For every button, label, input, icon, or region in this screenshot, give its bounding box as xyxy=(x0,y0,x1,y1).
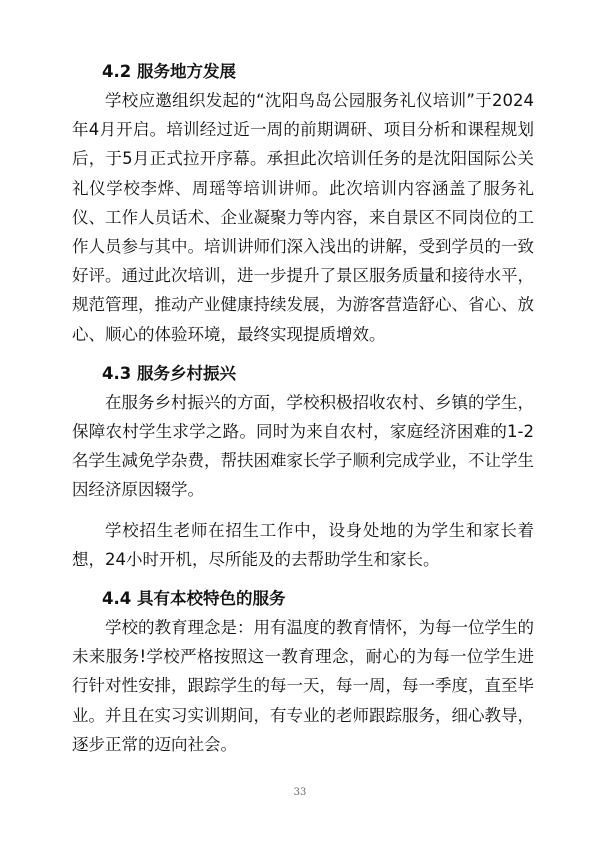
page-number: 33 xyxy=(293,787,307,798)
section-heading-4-4: 4.4 具有本校特色的服务 xyxy=(102,589,286,609)
section-4-3-paragraph-1: 在服务乡村振兴的方面，学校积极招收农村、乡镇的学生，保障农村学生求学之路。同时为来自农村，家庭经济困难的1-2名学生减免学杂费，帮扶困难家长学子顺利完成学业，不让学生因经济原因辍学。 xyxy=(72,392,534,500)
page-content xyxy=(72,58,534,759)
section-heading-4-2: 4.2 服务地方发展 xyxy=(102,62,236,81)
section-heading-4-3: 4.3 服务乡村振兴 xyxy=(102,363,236,383)
section-4-4-paragraph: 学校的教育理念是：用有温度的教育情怀，为每一位学生的未来服务!学校严格按照这一教育理念，耐心的为每一位学生进行针对性安排，跟踪学生的每一天，每一周，每一季度，直至毕业。并且在实习实训期间，有专业的老师跟踪服务，细心教导，逐步正常的迈向社会。 xyxy=(72,618,534,754)
section-4-3-paragraph-2: 学校招生老师在招生工作中，设身处地的为学生和家长着想，24小时开机，尽所能及的去帮助学生和家长。 xyxy=(72,520,534,569)
section-4-2-paragraph: 学校应邀组织发起的“沈阳鸟岛公园服务礼仪培训”于2024年4月开启。培训经过近一周的前期调研、项目分析和课程规划后，于5月正式拉开序幕。承担此次培训任务的是沈阳国际公关礼仪学校李烨、周瑶等培训讲师。此次培训内容涵盖了服务礼仪、工作人员话术、企业凝聚力等内容，来自景区不同岗位的工作人员参与其中。培训讲师们深入浅出的讲解，受到学员的一致好评。通过此次培训，进一步提升了景区服务质量和接待水平，规范管理，推动产业健康持续发展，为游客营造舒心、省心、放心、顺心的体验环境，最终实现提质增效。 xyxy=(72,91,534,344)
